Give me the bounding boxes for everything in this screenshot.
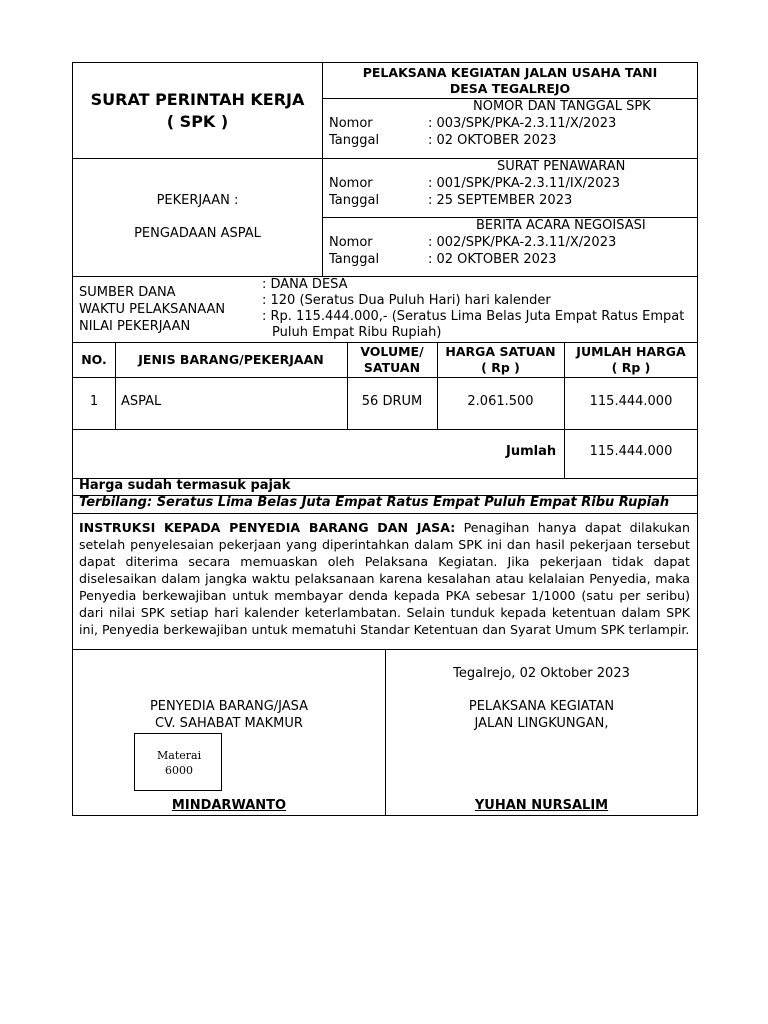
executor-village: DESA TEGALREJO — [449, 81, 571, 96]
work-label: PEKERJAAN : — [156, 193, 239, 208]
total-label: Jumlah — [506, 444, 557, 459]
left-signer-company: CV. SAHABAT MAKMUR — [155, 716, 303, 731]
ref-negoisasi-tanggal-value: : 02 OKTOBER 2023 — [428, 252, 557, 267]
stamp-label: Materai — [157, 749, 202, 762]
right-signer-name: YUHAN NURSALIM — [474, 798, 609, 813]
ref-spk-nomor-label: Nomor — [329, 116, 373, 131]
right-signer-role: PELAKSANA KEGIATAN — [468, 699, 615, 714]
nilai-value-cont: Puluh Empat Ribu Rupiah) — [272, 325, 442, 340]
col-header-no: NO. — [81, 352, 107, 367]
col-header-harga-unit: ( Rp ) — [481, 360, 520, 375]
instructions-heading: INSTRUKSI KEPADA PENYEDIA BARANG DAN JASA: — [79, 520, 456, 535]
stamp-value: 6000 — [165, 764, 193, 777]
ref-negoisasi-nomor-label: Nomor — [329, 235, 373, 250]
nilai-value: : Rp. 115.444.000,- (Seratus Lima Belas Juta Empat Ratus Empat — [262, 309, 685, 324]
sumber-dana-label: SUMBER DANA — [79, 285, 176, 300]
left-signer-name: MINDARWANTO — [171, 798, 287, 813]
ref-negoisasi-nomor-value: : 002/SPK/PKA-2.3.11/X/2023 — [428, 235, 617, 250]
col-header-jenis: JENIS BARANG/PEKERJAAN — [138, 352, 324, 367]
ref-penawaran-tanggal-value: : 25 SEPTEMBER 2023 — [428, 193, 573, 208]
sumber-dana-value: : DANA DESA — [262, 277, 348, 292]
rule — [73, 377, 698, 378]
left-signer-role: PENYEDIA BARANG/JASA — [149, 699, 309, 714]
place-date: Tegalrejo, 02 Oktober 2023 — [453, 666, 630, 681]
row-jumlah: 115.444.000 — [589, 394, 673, 409]
row-harga: 2.061.500 — [467, 394, 534, 409]
materai-stamp-box — [134, 733, 222, 791]
rule — [73, 513, 698, 514]
document-title: SURAT PERINTAH KERJA — [90, 90, 305, 109]
total-value: 115.444.000 — [589, 444, 673, 459]
work-value: PENGADAAN ASPAL — [134, 226, 261, 241]
ref-penawaran-nomor-value: : 001/SPK/PKA-2.3.11/IX/2023 — [428, 176, 621, 191]
col-header-harga: HARGA SATUAN — [445, 344, 556, 359]
row-no: 1 — [89, 394, 99, 409]
row-jenis: ASPAL — [121, 394, 162, 409]
waktu-label: WAKTU PELAKSANAAN — [79, 302, 226, 317]
rule — [73, 429, 698, 430]
executor-heading: PELAKSANA KEGIATAN JALAN USAHA TANI — [362, 65, 658, 80]
spk-document — [72, 62, 698, 816]
col-header-jumlah: JUMLAH HARGA — [576, 344, 686, 359]
document-subtitle: ( SPK ) — [166, 112, 229, 131]
ref-penawaran-nomor-label: Nomor — [329, 176, 373, 191]
rule — [73, 342, 698, 343]
instructions-paragraph — [79, 519, 690, 638]
right-signer-role-cont: JALAN LINGKUNGAN, — [474, 716, 609, 731]
ref-spk-tanggal-label: Tanggal — [329, 133, 380, 148]
ref-penawaran-heading: SURAT PENAWARAN — [497, 159, 626, 174]
ref-negoisasi-heading: BERITA ACARA NEGOISASI — [476, 218, 646, 233]
col-header-volume: VOLUME/ — [360, 344, 424, 359]
ref-spk-heading: NOMOR DAN TANGGAL SPK — [473, 99, 651, 114]
row-volume: 56 DRUM — [361, 394, 423, 409]
rule — [73, 276, 698, 277]
ref-spk-nomor-value: : 003/SPK/PKA-2.3.11/X/2023 — [428, 116, 617, 131]
terbilang-note: Terbilang: Seratus Lima Belas Juta Empat Ratus Empat Puluh Empat Ribu Rupiah — [79, 495, 670, 510]
ref-spk-tanggal-value: : 02 OKTOBER 2023 — [428, 133, 557, 148]
ref-negoisasi-tanggal-label: Tanggal — [329, 252, 380, 267]
col-header-volume-unit: SATUAN — [363, 360, 421, 375]
nilai-label: NILAI PEKERJAAN — [79, 319, 191, 334]
col-header-jumlah-unit: ( Rp ) — [611, 360, 651, 375]
waktu-value: : 120 (Seratus Dua Puluh Hari) hari kalender — [262, 293, 551, 308]
instructions-body: Penagihan hanya dapat dilakukan setelah penyelesaian pekerjaan yang diperintahkan dalam SPK ini dan hasil pekerjaan tersebut dapat diterima secara memuaskan oleh Pelaksana Kegiatan. Jika pekerjaan tidak dapat diselesaikan dalam jangka waktu pelaksanaan karena kesalahan atau kelalaian Penyedia, maka Penyedia berkewajiban untuk membayar denda kepada PKA sebesar 1/1000 (satu per seribu) dari nilai SPK setiap hari kalender keterlambatan. Selain tunduk kepada ketentuan dalam SPK ini, Penyedia berkewajiban untuk mematuhi Standar Ketentuan dan Syarat Umum SPK terlampir. — [79, 520, 690, 637]
tax-note: Harga sudah termasuk pajak — [79, 478, 291, 493]
ref-penawaran-tanggal-label: Tanggal — [329, 193, 380, 208]
